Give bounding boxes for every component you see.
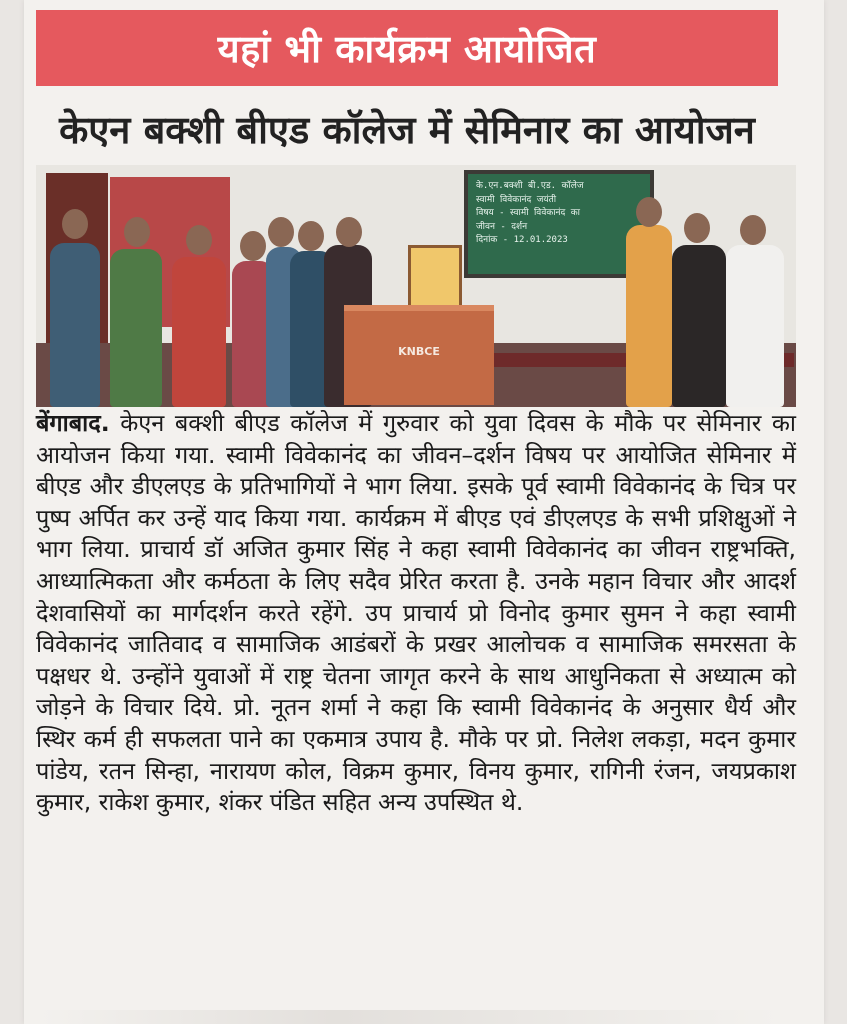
person-head [186, 225, 212, 255]
person-head [684, 213, 710, 243]
banner-text: यहां भी कार्यक्रम आयोजित [217, 27, 597, 71]
section-banner [36, 10, 778, 86]
dateline: बेंगाबाद. [36, 409, 110, 437]
front-desk [344, 305, 494, 405]
desk-label: KNBCE [398, 345, 440, 358]
event-photo [36, 165, 796, 407]
person-head [240, 231, 266, 261]
article-headline [36, 96, 778, 162]
person-head [740, 215, 766, 245]
board-line: जीवन - दर्शन [476, 221, 528, 232]
person-head [298, 221, 324, 251]
person-head [636, 197, 662, 227]
person-figure [110, 249, 162, 407]
board-line: विषय - स्वामी विवेकानंद का [476, 208, 580, 218]
person-head [336, 217, 362, 247]
person-figure [726, 245, 784, 407]
headline-text: केएन बक्शी बीएड कॉलेज में सेमिनार का आयोजन [59, 108, 755, 152]
person-head [268, 217, 294, 247]
article-body [36, 408, 796, 819]
board-line: स्वामी विवेकानंद जयंती [476, 194, 557, 205]
person-head [124, 217, 150, 247]
person-figure [50, 243, 100, 407]
portrait-frame [408, 245, 462, 313]
board-line: के.एन.बक्शी बी.एड. कॉलेज [476, 181, 584, 191]
person-head [62, 209, 88, 239]
person-figure [626, 225, 672, 407]
person-figure [672, 245, 726, 407]
board-line: दिनांक - 12.01.2023 [476, 235, 568, 245]
cut-edge [40, 1010, 780, 1024]
article-text: केएन बक्शी बीएड कॉलेज में गुरुवार को युवा दिवस के मौके पर सेमिनार का आयोजन किया गया. स्वामी विवेकानंद का जीवन–दर्शन विषय पर आयोजित सेमिनार में बीएड और डीएलएड के प्रतिभागियों ने भाग लिया. इसके पूर्व स्वामी विवेकानंद के चित्र पर पुष्प अर्पित कर उन्हें याद किया गया. कार्यक्रम में बीएड एवं डीएलएड के सभी प्रशिक्षुओं ने भाग लिया. प्राचार्य डॉ अजित कुमार सिंह ने कहा स्वामी विवेकानंद का जीवन राष्ट्रभक्ति, आध्यात्मिकता और कर्मठता के लिए सदैव प्रेरित करता है. उनके महान विचार और आदर्श देशवासियों का मार्गदर्शन करते रहेंगे. उप प्राचार्य प्रो विनोद कुमार सुमन ने कहा स्वामी विवेकानंद जातिवाद व सामाजिक आडंबरों के प्रखर आलोचक व सामाजिक समरसता के पक्षधर थे. उन्होंने युवाओं में राष्ट्र चेतना जागृत करने के साथ आधुनिकता से अध्यात्म को जोड़ने के विचार दिये. प्रो. नूतन शर्मा ने कहा कि स्वामी विवेकानंद के अनुसार धैर्य और स्थिर कर्म ही सफलता पाने का एकमात्र उपाय है. मौके पर प्रो. निलेश लकड़ा, मदन कुमार पांडेय, रतन सिन्हा, नारायण कोल, विक्रम कुमार, विनय कुमार, रागिनी रंजन, जयप्रकाश कुमार, राकेश कुमार, शंकर पंडित सहित अन्य उपस्थित थे. [36, 409, 796, 817]
person-figure [172, 257, 226, 407]
